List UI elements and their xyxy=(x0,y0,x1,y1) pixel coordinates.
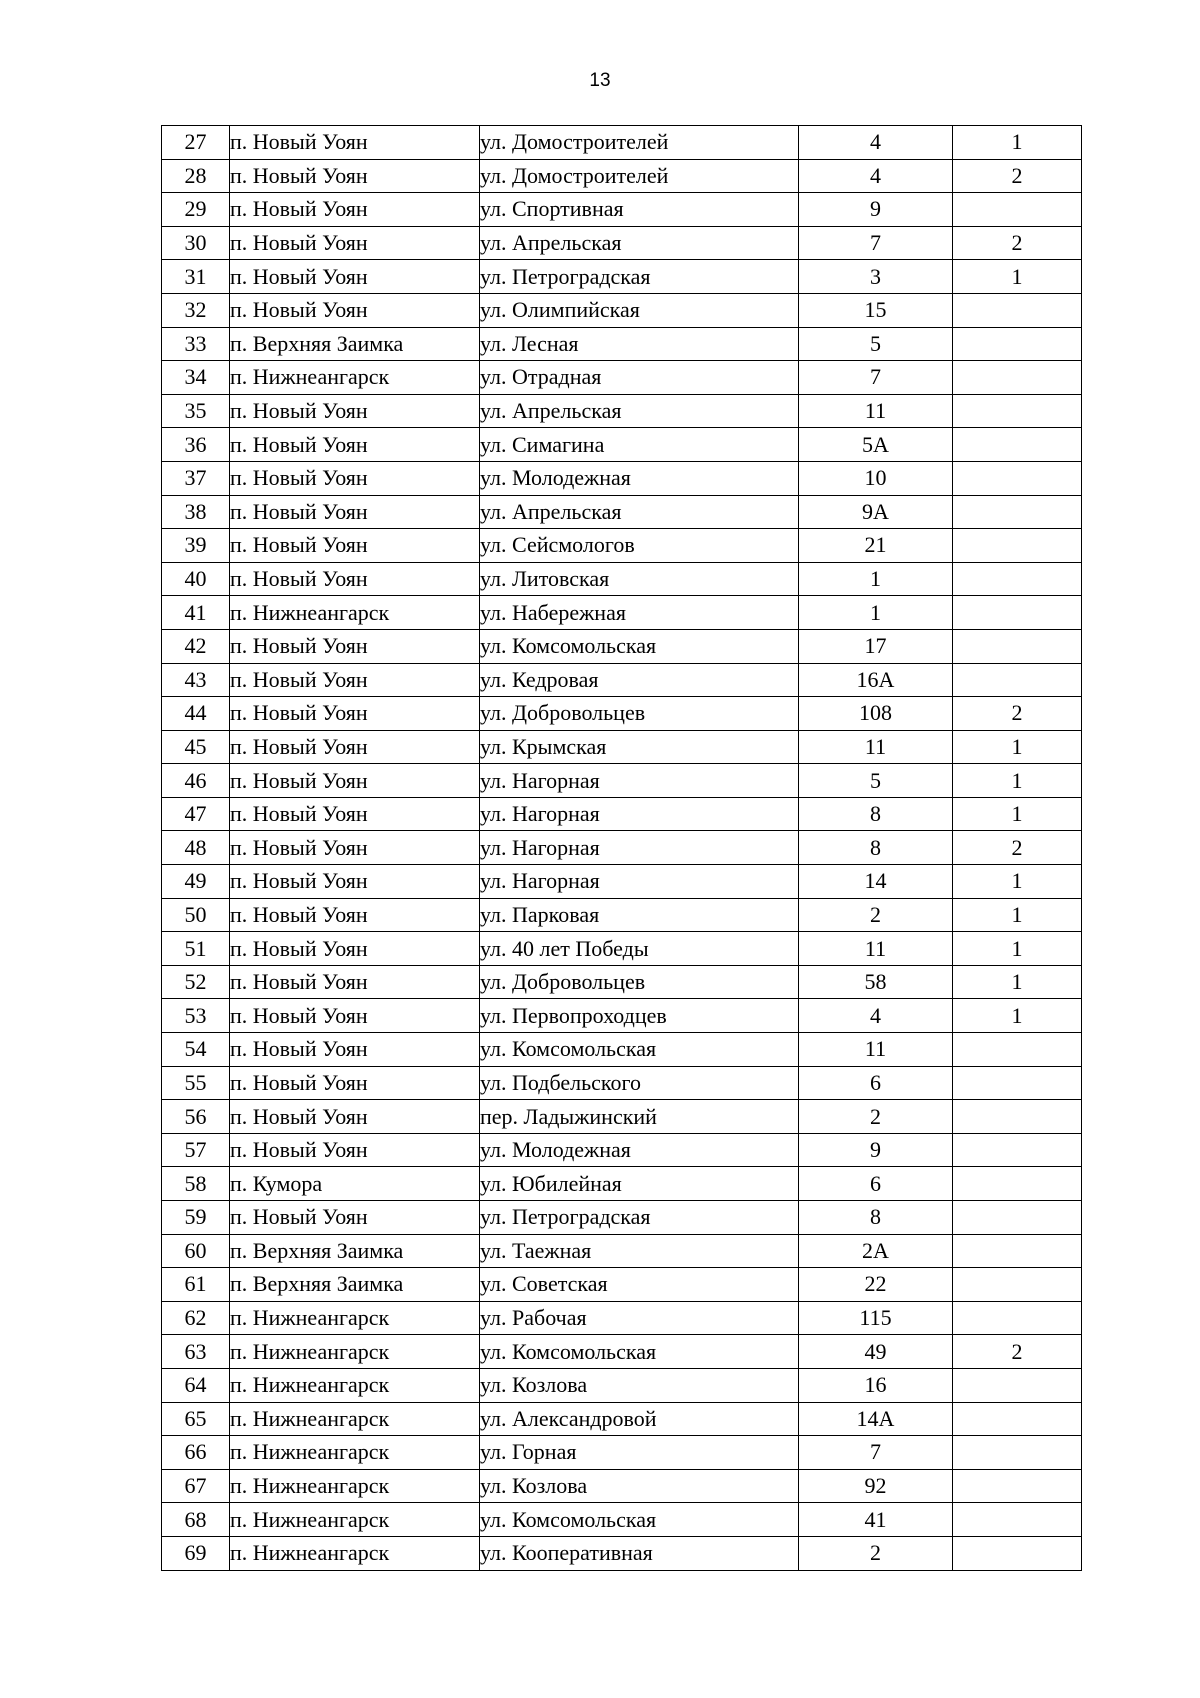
street-cell: ул. Нагорная xyxy=(480,764,799,798)
house-number-cell: 14 xyxy=(799,865,953,899)
settlement-cell: п. Новый Уоян xyxy=(230,697,480,731)
row-number-cell: 58 xyxy=(162,1167,230,1201)
house-number-cell: 5А xyxy=(799,428,953,462)
street-cell: ул. Комсомольская xyxy=(480,1335,799,1369)
table-row xyxy=(162,1469,1082,1503)
apartment-number-cell: 1 xyxy=(953,260,1082,294)
apartment-number-cell xyxy=(953,629,1082,663)
street-cell: ул. Олимпийская xyxy=(480,293,799,327)
apartment-number-cell xyxy=(953,1066,1082,1100)
table-row xyxy=(162,495,1082,529)
apartment-number-cell xyxy=(953,327,1082,361)
settlement-cell: п. Новый Уоян xyxy=(230,663,480,697)
house-number-cell: 14А xyxy=(799,1402,953,1436)
street-cell: ул. Добровольцев xyxy=(480,965,799,999)
apartment-number-cell xyxy=(953,1536,1082,1570)
settlement-cell: п. Новый Уоян xyxy=(230,629,480,663)
street-cell: ул. Подбельского xyxy=(480,1066,799,1100)
settlement-cell: п. Нижнеангарск xyxy=(230,1301,480,1335)
house-number-cell: 6 xyxy=(799,1167,953,1201)
apartment-number-cell xyxy=(953,1469,1082,1503)
house-number-cell: 4 xyxy=(799,999,953,1033)
house-number-cell: 5 xyxy=(799,764,953,798)
apartment-number-cell: 2 xyxy=(953,697,1082,731)
row-number-cell: 44 xyxy=(162,697,230,731)
table-row xyxy=(162,1536,1082,1570)
settlement-cell: п. Новый Уоян xyxy=(230,1100,480,1134)
row-number-cell: 56 xyxy=(162,1100,230,1134)
row-number-cell: 54 xyxy=(162,1033,230,1067)
apartment-number-cell xyxy=(953,1301,1082,1335)
table-row xyxy=(162,428,1082,462)
row-number-cell: 31 xyxy=(162,260,230,294)
table-row xyxy=(162,1201,1082,1235)
settlement-cell: п. Новый Уоян xyxy=(230,260,480,294)
settlement-cell: п. Нижнеангарск xyxy=(230,361,480,395)
house-number-cell: 11 xyxy=(799,730,953,764)
apartment-number-cell: 1 xyxy=(953,865,1082,899)
row-number-cell: 60 xyxy=(162,1234,230,1268)
table-row xyxy=(162,1368,1082,1402)
settlement-cell: п. Верхняя Заимка xyxy=(230,327,480,361)
table-row xyxy=(162,1402,1082,1436)
apartment-number-cell xyxy=(953,1402,1082,1436)
table-row xyxy=(162,159,1082,193)
settlement-cell: п. Кумора xyxy=(230,1167,480,1201)
settlement-cell: п. Новый Уоян xyxy=(230,898,480,932)
settlement-cell: п. Новый Уоян xyxy=(230,529,480,563)
table-row xyxy=(162,1301,1082,1335)
apartment-number-cell xyxy=(953,1503,1082,1537)
street-cell: ул. Нагорная xyxy=(480,865,799,899)
apartment-number-cell xyxy=(953,461,1082,495)
row-number-cell: 41 xyxy=(162,596,230,630)
row-number-cell: 32 xyxy=(162,293,230,327)
apartment-number-cell xyxy=(953,293,1082,327)
table-row xyxy=(162,965,1082,999)
apartment-number-cell xyxy=(953,1133,1082,1167)
house-number-cell: 15 xyxy=(799,293,953,327)
apartment-number-cell: 1 xyxy=(953,898,1082,932)
settlement-cell: п. Новый Уоян xyxy=(230,226,480,260)
house-number-cell: 4 xyxy=(799,126,953,160)
street-cell: ул. Кедровая xyxy=(480,663,799,697)
row-number-cell: 29 xyxy=(162,193,230,227)
street-cell: ул. Горная xyxy=(480,1436,799,1470)
street-cell: ул. Молодежная xyxy=(480,461,799,495)
apartment-number-cell xyxy=(953,1436,1082,1470)
apartment-number-cell xyxy=(953,1100,1082,1134)
row-number-cell: 52 xyxy=(162,965,230,999)
settlement-cell: п. Новый Уоян xyxy=(230,932,480,966)
apartment-number-cell: 1 xyxy=(953,999,1082,1033)
settlement-cell: п. Нижнеангарск xyxy=(230,1469,480,1503)
row-number-cell: 46 xyxy=(162,764,230,798)
settlement-cell: п. Нижнеангарск xyxy=(230,1436,480,1470)
settlement-cell: п. Новый Уоян xyxy=(230,865,480,899)
street-cell: ул. Рабочая xyxy=(480,1301,799,1335)
street-cell: ул. Нагорная xyxy=(480,797,799,831)
table-row xyxy=(162,1335,1082,1369)
table-row xyxy=(162,193,1082,227)
settlement-cell: п. Верхняя Заимка xyxy=(230,1268,480,1302)
table-row xyxy=(162,1066,1082,1100)
settlement-cell: п. Новый Уоян xyxy=(230,293,480,327)
house-number-cell: 17 xyxy=(799,629,953,663)
house-number-cell: 8 xyxy=(799,1201,953,1235)
apartment-number-cell xyxy=(953,529,1082,563)
street-cell: ул. Добровольцев xyxy=(480,697,799,731)
street-cell: ул. Советская xyxy=(480,1268,799,1302)
house-number-cell: 21 xyxy=(799,529,953,563)
table-row xyxy=(162,1268,1082,1302)
settlement-cell: п. Новый Уоян xyxy=(230,394,480,428)
apartment-number-cell xyxy=(953,428,1082,462)
house-number-cell: 8 xyxy=(799,797,953,831)
row-number-cell: 68 xyxy=(162,1503,230,1537)
house-number-cell: 1 xyxy=(799,562,953,596)
table-row xyxy=(162,865,1082,899)
house-number-cell: 2 xyxy=(799,1100,953,1134)
house-number-cell: 6 xyxy=(799,1066,953,1100)
table-row xyxy=(162,260,1082,294)
apartment-number-cell: 1 xyxy=(953,932,1082,966)
house-number-cell: 11 xyxy=(799,394,953,428)
house-number-cell: 41 xyxy=(799,1503,953,1537)
street-cell: ул. Козлова xyxy=(480,1469,799,1503)
street-cell: ул. Таежная xyxy=(480,1234,799,1268)
house-number-cell: 7 xyxy=(799,361,953,395)
house-number-cell: 2 xyxy=(799,898,953,932)
apartment-number-cell xyxy=(953,1167,1082,1201)
row-number-cell: 39 xyxy=(162,529,230,563)
table-row xyxy=(162,327,1082,361)
table-row xyxy=(162,226,1082,260)
street-cell: ул. Кооперативная xyxy=(480,1536,799,1570)
apartment-number-cell: 1 xyxy=(953,730,1082,764)
table-row xyxy=(162,1234,1082,1268)
apartment-number-cell xyxy=(953,394,1082,428)
apartment-number-cell: 2 xyxy=(953,226,1082,260)
row-number-cell: 40 xyxy=(162,562,230,596)
apartment-number-cell xyxy=(953,596,1082,630)
settlement-cell: п. Верхняя Заимка xyxy=(230,1234,480,1268)
settlement-cell: п. Новый Уоян xyxy=(230,831,480,865)
table-row xyxy=(162,1436,1082,1470)
apartment-number-cell xyxy=(953,1368,1082,1402)
table-row xyxy=(162,764,1082,798)
street-cell: ул. Домостроителей xyxy=(480,159,799,193)
house-number-cell: 9 xyxy=(799,1133,953,1167)
row-number-cell: 34 xyxy=(162,361,230,395)
table-row xyxy=(162,361,1082,395)
street-cell: ул. Апрельская xyxy=(480,394,799,428)
house-number-cell: 2 xyxy=(799,1536,953,1570)
row-number-cell: 51 xyxy=(162,932,230,966)
table-row xyxy=(162,797,1082,831)
settlement-cell: п. Новый Уоян xyxy=(230,965,480,999)
table-row xyxy=(162,898,1082,932)
street-cell: ул. Комсомольская xyxy=(480,1033,799,1067)
street-cell: ул. Сейсмологов xyxy=(480,529,799,563)
page-number: 13 xyxy=(589,70,611,91)
house-number-cell: 1 xyxy=(799,596,953,630)
table-row xyxy=(162,293,1082,327)
table-row xyxy=(162,932,1082,966)
apartment-number-cell: 1 xyxy=(953,965,1082,999)
settlement-cell: п. Новый Уоян xyxy=(230,193,480,227)
table-row xyxy=(162,697,1082,731)
street-cell: ул. Набережная xyxy=(480,596,799,630)
row-number-cell: 45 xyxy=(162,730,230,764)
row-number-cell: 42 xyxy=(162,629,230,663)
settlement-cell: п. Нижнеангарск xyxy=(230,1503,480,1537)
row-number-cell: 61 xyxy=(162,1268,230,1302)
house-number-cell: 11 xyxy=(799,1033,953,1067)
house-number-cell: 9 xyxy=(799,193,953,227)
row-number-cell: 63 xyxy=(162,1335,230,1369)
house-number-cell: 3 xyxy=(799,260,953,294)
row-number-cell: 37 xyxy=(162,461,230,495)
row-number-cell: 65 xyxy=(162,1402,230,1436)
apartment-number-cell xyxy=(953,361,1082,395)
street-cell: ул. Спортивная xyxy=(480,193,799,227)
address-table xyxy=(161,125,1082,1571)
apartment-number-cell: 2 xyxy=(953,159,1082,193)
street-cell: ул. Апрельская xyxy=(480,226,799,260)
street-cell: ул. Симагина xyxy=(480,428,799,462)
apartment-number-cell xyxy=(953,193,1082,227)
settlement-cell: п. Нижнеангарск xyxy=(230,1402,480,1436)
street-cell: ул. Лесная xyxy=(480,327,799,361)
settlement-cell: п. Нижнеангарск xyxy=(230,1536,480,1570)
row-number-cell: 50 xyxy=(162,898,230,932)
row-number-cell: 53 xyxy=(162,999,230,1033)
street-cell: ул. 40 лет Победы xyxy=(480,932,799,966)
street-cell: ул. Домостроителей xyxy=(480,126,799,160)
house-number-cell: 16 xyxy=(799,1368,953,1402)
row-number-cell: 66 xyxy=(162,1436,230,1470)
row-number-cell: 35 xyxy=(162,394,230,428)
house-number-cell: 7 xyxy=(799,1436,953,1470)
street-cell: ул. Первопроходцев xyxy=(480,999,799,1033)
row-number-cell: 49 xyxy=(162,865,230,899)
apartment-number-cell xyxy=(953,663,1082,697)
row-number-cell: 69 xyxy=(162,1536,230,1570)
settlement-cell: п. Новый Уоян xyxy=(230,126,480,160)
street-cell: ул. Литовская xyxy=(480,562,799,596)
settlement-cell: п. Новый Уоян xyxy=(230,999,480,1033)
street-cell: пер. Ладыжинский xyxy=(480,1100,799,1134)
house-number-cell: 9А xyxy=(799,495,953,529)
house-number-cell: 16А xyxy=(799,663,953,697)
apartment-number-cell: 1 xyxy=(953,126,1082,160)
row-number-cell: 38 xyxy=(162,495,230,529)
row-number-cell: 27 xyxy=(162,126,230,160)
street-cell: ул. Нагорная xyxy=(480,831,799,865)
row-number-cell: 28 xyxy=(162,159,230,193)
table-row xyxy=(162,1100,1082,1134)
settlement-cell: п. Новый Уоян xyxy=(230,797,480,831)
settlement-cell: п. Новый Уоян xyxy=(230,764,480,798)
table-body xyxy=(162,126,1082,1571)
table-row xyxy=(162,1167,1082,1201)
row-number-cell: 48 xyxy=(162,831,230,865)
row-number-cell: 62 xyxy=(162,1301,230,1335)
table-row xyxy=(162,730,1082,764)
table-row xyxy=(162,394,1082,428)
house-number-cell: 22 xyxy=(799,1268,953,1302)
house-number-cell: 2А xyxy=(799,1234,953,1268)
row-number-cell: 36 xyxy=(162,428,230,462)
house-number-cell: 5 xyxy=(799,327,953,361)
apartment-number-cell: 1 xyxy=(953,764,1082,798)
table-row xyxy=(162,663,1082,697)
house-number-cell: 115 xyxy=(799,1301,953,1335)
settlement-cell: п. Новый Уоян xyxy=(230,1133,480,1167)
street-cell: ул. Отрадная xyxy=(480,361,799,395)
house-number-cell: 92 xyxy=(799,1469,953,1503)
apartment-number-cell xyxy=(953,1033,1082,1067)
street-cell: ул. Комсомольская xyxy=(480,629,799,663)
table-row xyxy=(162,1503,1082,1537)
apartment-number-cell xyxy=(953,1234,1082,1268)
street-cell: ул. Комсомольская xyxy=(480,1503,799,1537)
settlement-cell: п. Нижнеангарск xyxy=(230,1368,480,1402)
table-row xyxy=(162,529,1082,563)
street-cell: ул. Молодежная xyxy=(480,1133,799,1167)
row-number-cell: 33 xyxy=(162,327,230,361)
house-number-cell: 4 xyxy=(799,159,953,193)
street-cell: ул. Апрельская xyxy=(480,495,799,529)
settlement-cell: п. Новый Уоян xyxy=(230,730,480,764)
row-number-cell: 64 xyxy=(162,1368,230,1402)
apartment-number-cell: 2 xyxy=(953,831,1082,865)
house-number-cell: 108 xyxy=(799,697,953,731)
settlement-cell: п. Новый Уоян xyxy=(230,461,480,495)
table-row xyxy=(162,562,1082,596)
table-row xyxy=(162,1133,1082,1167)
settlement-cell: п. Новый Уоян xyxy=(230,495,480,529)
apartment-number-cell xyxy=(953,562,1082,596)
house-number-cell: 10 xyxy=(799,461,953,495)
settlement-cell: п. Нижнеангарск xyxy=(230,1335,480,1369)
table-row xyxy=(162,461,1082,495)
row-number-cell: 55 xyxy=(162,1066,230,1100)
apartment-number-cell xyxy=(953,1268,1082,1302)
apartment-number-cell: 1 xyxy=(953,797,1082,831)
settlement-cell: п. Новый Уоян xyxy=(230,562,480,596)
settlement-cell: п. Нижнеангарск xyxy=(230,596,480,630)
house-number-cell: 11 xyxy=(799,932,953,966)
table-row xyxy=(162,629,1082,663)
row-number-cell: 57 xyxy=(162,1133,230,1167)
settlement-cell: п. Новый Уоян xyxy=(230,159,480,193)
street-cell: ул. Петроградская xyxy=(480,260,799,294)
settlement-cell: п. Новый Уоян xyxy=(230,1033,480,1067)
house-number-cell: 7 xyxy=(799,226,953,260)
table-row xyxy=(162,1033,1082,1067)
table-row xyxy=(162,596,1082,630)
house-number-cell: 49 xyxy=(799,1335,953,1369)
row-number-cell: 43 xyxy=(162,663,230,697)
row-number-cell: 30 xyxy=(162,226,230,260)
street-cell: ул. Юбилейная xyxy=(480,1167,799,1201)
house-number-cell: 58 xyxy=(799,965,953,999)
table-row xyxy=(162,126,1082,160)
settlement-cell: п. Новый Уоян xyxy=(230,1066,480,1100)
row-number-cell: 47 xyxy=(162,797,230,831)
apartment-number-cell xyxy=(953,1201,1082,1235)
street-cell: ул. Козлова xyxy=(480,1368,799,1402)
row-number-cell: 67 xyxy=(162,1469,230,1503)
street-cell: ул. Парковая xyxy=(480,898,799,932)
table-row xyxy=(162,999,1082,1033)
street-cell: ул. Крымская xyxy=(480,730,799,764)
settlement-cell: п. Новый Уоян xyxy=(230,428,480,462)
street-cell: ул. Петроградская xyxy=(480,1201,799,1235)
row-number-cell: 59 xyxy=(162,1201,230,1235)
apartment-number-cell: 2 xyxy=(953,1335,1082,1369)
house-number-cell: 8 xyxy=(799,831,953,865)
table-row xyxy=(162,831,1082,865)
apartment-number-cell xyxy=(953,495,1082,529)
settlement-cell: п. Новый Уоян xyxy=(230,1201,480,1235)
street-cell: ул. Александровой xyxy=(480,1402,799,1436)
